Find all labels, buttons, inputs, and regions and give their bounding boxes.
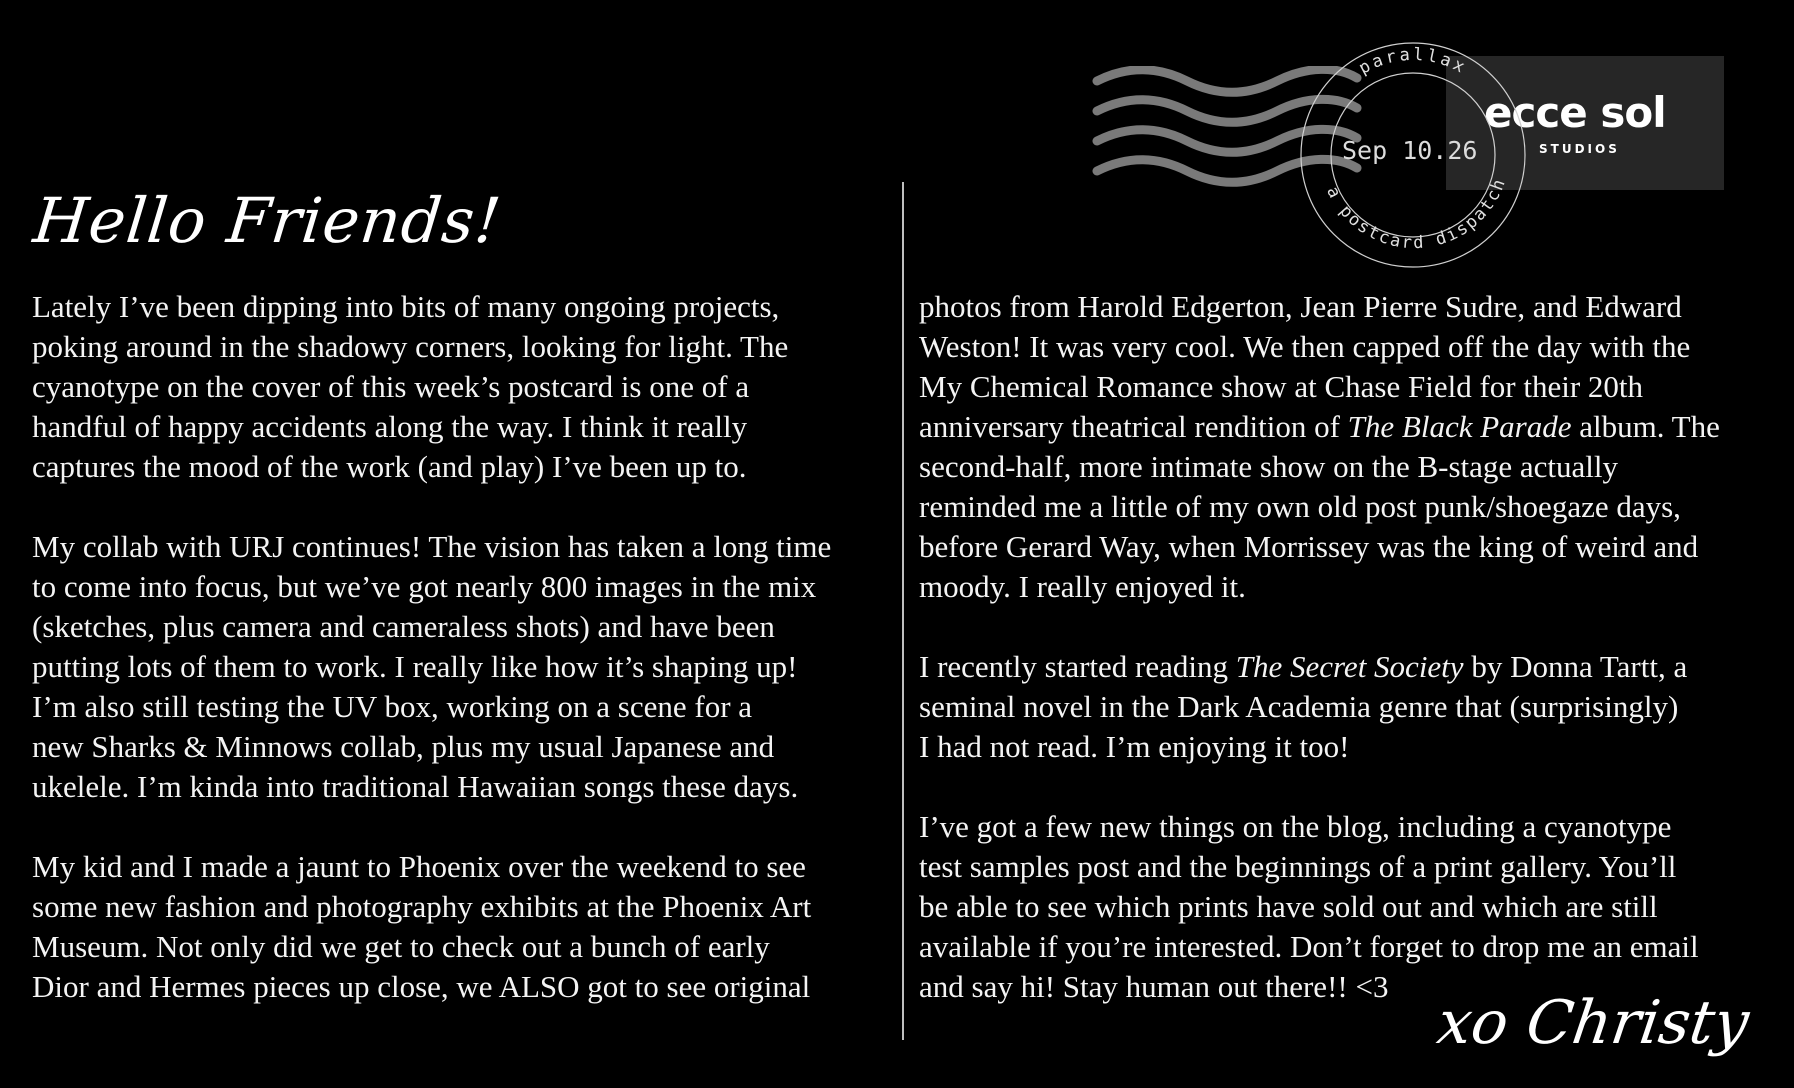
- paragraph-mcr: [919, 287, 1789, 607]
- logo-subtitle: STUDIOS: [1539, 142, 1620, 156]
- paragraph-mcr-text-1: photos from Harold Edgerton, Jean Pierre Sudre, and Edward Weston! It was very cool. We then capped off the day with the My Chemical Romance show at Chase Field for their 20th anniversary theatrical rendition of: [919, 289, 1691, 444]
- signoff-signature: xo Christy: [1433, 988, 1754, 1058]
- book-title: The Secret Society: [1235, 649, 1464, 684]
- paragraph-reading: [919, 647, 1789, 767]
- column-divider: [902, 182, 904, 1040]
- postmark-top-text: parallax: [1355, 44, 1471, 79]
- paragraph-blog: I’ve got a few new things on the blog, including a cyanotype test samples post and the beginnings of a print gallery. You’ll be able to see which prints have sold out and which are still available if you’re interested. Don’t forget to drop me an email and say hi! Stay human out there!! <3: [919, 809, 1699, 1004]
- paragraph-reading-text-1: I recently started reading: [919, 649, 1236, 684]
- paragraph-phoenix: My kid and I made a jaunt to Phoenix over the weekend to see some new fashion and photography exhibits at the Phoenix Art Museum. Not only did we get to check out a bunch of early Dior and Hermes pieces up close, we ALSO got to see original: [32, 849, 812, 1004]
- svg-text:a postcard dispatch: [1322, 175, 1510, 253]
- postmark-bottom-text: a postcard dispatch: [1322, 174, 1511, 254]
- greeting-heading: Hello Friends!: [30, 184, 505, 257]
- right-column: [919, 287, 1789, 1007]
- paragraph-collab: My collab with URJ continues! The vision has taken a long time to come into focus, but we’ve got nearly 800 images in the mix (sketches, plus camera and cameraless shots) and have been putting lots of them to work. I really like how it’s shaping up! I’m also still testing the UV box, working on a scene for a new Sharks & Minnows collab, plus my usual Japanese and ukelele. I’m kinda into traditional Hawaiian songs these days.: [32, 529, 832, 804]
- album-title: The Black Parade: [1347, 409, 1572, 444]
- left-column: [32, 287, 912, 1007]
- logo-name: ecce sol: [1484, 88, 1666, 137]
- paragraph-reading-text-2: by Donna Tartt, a seminal novel in the Dark Academia genre that (surprisingly) I had not read. I’m enjoying it too!: [919, 649, 1688, 764]
- paragraph-mcr-text-2: album. The second-half, more intimate show on the B-stage actually reminded me a little of my own old post punk/shoegaze days, before Gerard Way, when Morrissey was the king of weird and moody. I really enjoyed it.: [919, 409, 1720, 604]
- postmark-date: Sep 10.26: [1342, 136, 1478, 165]
- paragraph-projects: Lately I’ve been dipping into bits of many ongoing projects, poking around in the shadowy corners, looking for light. The cyanotype on the cover of this week’s postcard is one of a handful of happy accidents along the way. I think it really captures the mood of the work (and play) I’ve been up to.: [32, 289, 789, 484]
